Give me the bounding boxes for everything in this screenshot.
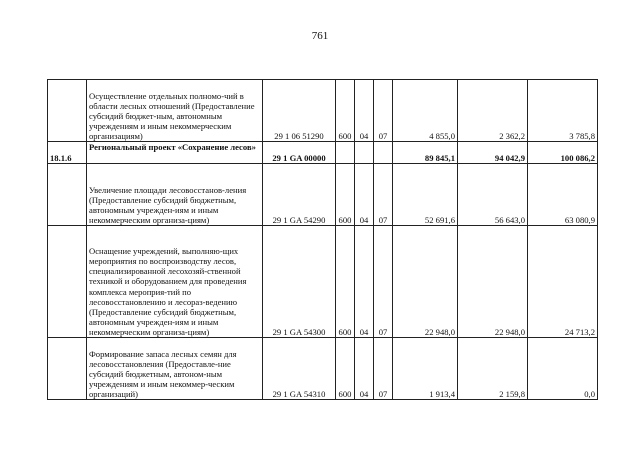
- amount-year2-cell: 94 042,9: [458, 142, 528, 164]
- amount-year1-cell: 22 948,0: [393, 226, 458, 338]
- row-number-cell: 18.1.6: [48, 142, 87, 164]
- row-number-cell: [48, 338, 87, 400]
- amount-year1-cell: 1 913,4: [393, 338, 458, 400]
- row-number-cell: [48, 164, 87, 226]
- expense-type-cell: 600: [336, 80, 355, 142]
- section-cell: [355, 142, 374, 164]
- budget-table: [47, 79, 598, 400]
- table-row: [48, 226, 598, 338]
- table-row: [48, 80, 598, 142]
- amount-year3-cell: 24 713,2: [528, 226, 598, 338]
- table-row: [48, 142, 598, 164]
- amount-year2-cell: 22 948,0: [458, 226, 528, 338]
- target-code-cell: 29 1 GA 54290: [263, 164, 336, 226]
- row-name-cell: Региональный проект «Сохранение лесов»: [87, 142, 263, 164]
- subsection-cell: 07: [374, 226, 393, 338]
- row-name-cell: Увеличение площади лесовосстанов-ления (Предоставление субсидий бюджетным, автономным учрежден-иям и иным некоммерческим организа-циям): [87, 164, 263, 226]
- target-code-cell: 29 1 GA 54310: [263, 338, 336, 400]
- target-code-cell: 29 1 06 51290: [263, 80, 336, 142]
- section-cell: 04: [355, 164, 374, 226]
- subsection-cell: 07: [374, 338, 393, 400]
- section-cell: 04: [355, 338, 374, 400]
- table-row: [48, 164, 598, 226]
- amount-year3-cell: 0,0: [528, 338, 598, 400]
- amount-year2-cell: 2 159,8: [458, 338, 528, 400]
- subsection-cell: [374, 142, 393, 164]
- expense-type-cell: 600: [336, 226, 355, 338]
- section-cell: 04: [355, 80, 374, 142]
- target-code-cell: 29 1 GA 54300: [263, 226, 336, 338]
- row-number-cell: [48, 226, 87, 338]
- expense-type-cell: 600: [336, 338, 355, 400]
- amount-year3-cell: 100 086,2: [528, 142, 598, 164]
- table-row: [48, 338, 598, 400]
- subsection-cell: 07: [374, 164, 393, 226]
- section-cell: 04: [355, 226, 374, 338]
- row-name-cell: Осуществление отдельных полномо-чий в области лесных отношений (Предоставление субсидий бюджет-ным, автономным учреждениям и иным некоммерческим организациям): [87, 80, 263, 142]
- page-number: 761: [311, 30, 329, 42]
- row-name-cell: Формирование запаса лесных семян для лесовосстановления (Предоставле-ние субсидий бюджетным, автоном-ным учреждениям и иным некоммер-ческим организаций): [87, 338, 263, 400]
- row-number-cell: [48, 80, 87, 142]
- amount-year1-cell: 89 845,1: [393, 142, 458, 164]
- subsection-cell: 07: [374, 80, 393, 142]
- amount-year1-cell: 52 691,6: [393, 164, 458, 226]
- expense-type-cell: 600: [336, 164, 355, 226]
- row-name-cell: Оснащение учреждений, выполняю-щих мероприятия по воспроизводству лесов, специализированной лесохозяй-ственной техникой и оборудованием для проведения комплекса мероприя-тий по лесовосстановлению и лесораз-ведению (Предоставление субсидий бюджетным, автономным учрежден-иям и иным некоммерческим организа-циям): [87, 226, 263, 338]
- amount-year2-cell: 56 643,0: [458, 164, 528, 226]
- amount-year3-cell: 63 080,9: [528, 164, 598, 226]
- amount-year3-cell: 3 785,8: [528, 80, 598, 142]
- amount-year2-cell: 2 362,2: [458, 80, 528, 142]
- target-code-cell: 29 1 GA 00000: [263, 142, 336, 164]
- expense-type-cell: [336, 142, 355, 164]
- amount-year1-cell: 4 855,0: [393, 80, 458, 142]
